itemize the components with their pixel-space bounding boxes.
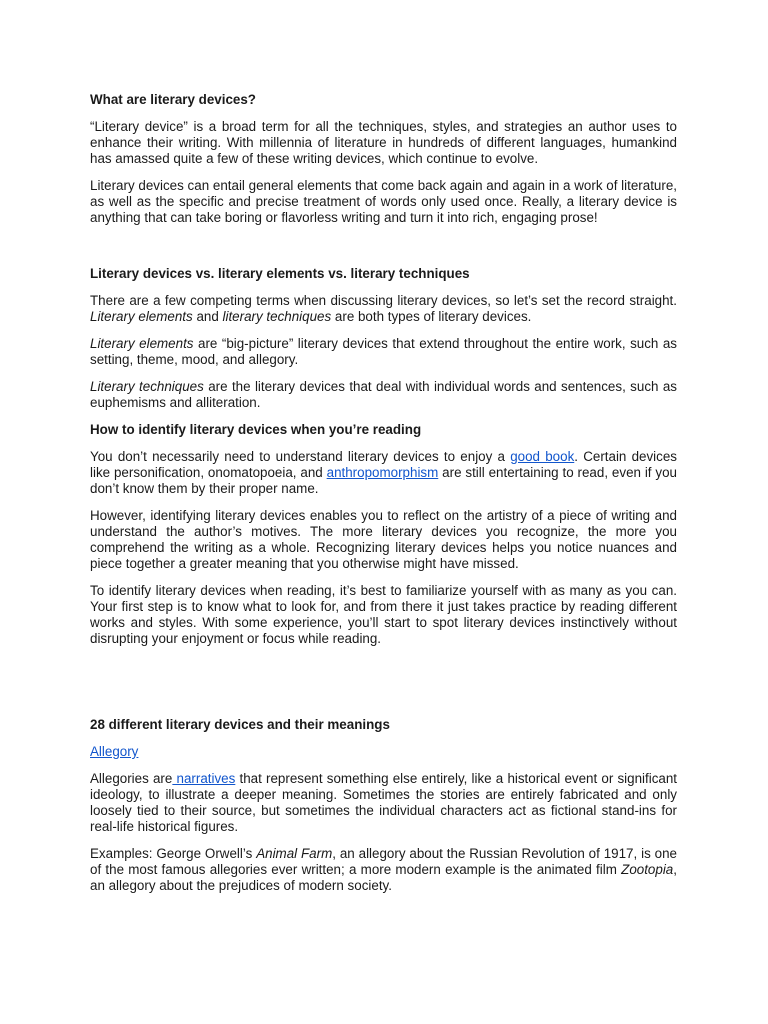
text-span: that represent something else entirely, like a historical event or significant ideology, to illustrate a deeper meaning. Sometimes the stories are entirely fabricated and only loosely tied to their source, but sometimes the individual characters act as fictional stand-ins for real-life historical figures. <box>90 771 678 834</box>
text-span: are still entertaining to read, even if you don’t know them by their proper name. <box>90 465 678 496</box>
paragraph-literary-techniques <box>90 379 677 411</box>
spacer <box>90 237 677 266</box>
paragraph-competing-terms <box>90 293 677 325</box>
heading-28-devices: 28 different literary devices and their meanings <box>90 717 390 732</box>
paragraph-allegory-examples <box>90 846 677 894</box>
text-span: are both types of literary devices. <box>331 309 532 324</box>
paragraph-definition: “Literary device” is a broad term for all the techniques, styles, and strategies an author uses to enhance their writing. With millennia of literature in hundreds of different languages, humankind has amassed quite a few of these writing devices, which continue to evolve. <box>90 119 677 166</box>
text-span: and <box>192 309 223 324</box>
link-good-book[interactable]: good book <box>510 449 575 464</box>
heading-devices-vs-elements: Literary devices vs. literary elements vs. literary techniques <box>90 266 470 281</box>
text-span: , an allegory about the Russian Revolution of 1917, is one of the most famous allegories ever written; a more modern example is the animated film <box>90 846 677 877</box>
paragraph-literary-elements <box>90 336 677 368</box>
emphasis-animal-farm: Animal Farm <box>256 846 333 861</box>
text-span: are “big-picture” literary devices that extend throughout the entire work, such as setting, theme, mood, and allegory. <box>90 336 677 367</box>
emphasis-literary-elements: Literary elements <box>90 336 194 351</box>
spacer <box>90 658 677 717</box>
paragraph-good-book <box>90 449 677 497</box>
text-span: You don’t necessarily need to understand literary devices to enjoy a <box>90 449 511 464</box>
text-span: There are a few competing terms when discussing literary devices, so let’s set the record straight. <box>90 293 677 308</box>
emphasis-literary-elements: Literary elements <box>90 309 193 324</box>
paragraph-elements-description: Literary devices can entail general elements that come back again and again in a work of literature, as well as the specific and precise treatment of words only used once. Really, a literary device is anything that can take boring or flavorless writing and turn it into rich, engaging prose! <box>90 178 677 225</box>
link-anthropomorphism[interactable]: anthropomorphism <box>326 465 439 480</box>
paragraph-allegory-title <box>90 744 677 760</box>
link-allegory[interactable]: Allegory <box>90 744 139 759</box>
paragraph-allegory-definition <box>90 771 677 835</box>
text-span: . Certain devices like personification, onomatopoeia, and <box>90 449 677 480</box>
text-span: Examples: George Orwell’s <box>90 846 257 861</box>
emphasis-literary-techniques: literary techniques <box>222 309 332 324</box>
emphasis-zootopia: Zootopia <box>621 862 674 877</box>
paragraph-artistry: However, identifying literary devices enables you to reflect on the artistry of a piece of writing and understand the author’s motives. The more literary devices you recognize, the more you comprehend the writing as a whole. Recognizing literary devices helps you notice nuances and piece together a greater meaning that you otherwise might have missed. <box>90 508 677 571</box>
heading-what-are-literary-devices: What are literary devices? <box>90 92 256 107</box>
text-span: Allegories are <box>90 771 173 786</box>
paragraph-familiarize: To identify literary devices when reading, it’s best to familiarize yourself with as many as you can. Your first step is to know what to look for, and from there it just takes practice by reading different works and styles. With some experience, you’ll start to spot literary devices instinctively without disrupting your enjoyment or focus while reading. <box>90 583 677 646</box>
document-page <box>90 92 677 905</box>
text-span: , an allegory about the prejudices of modern society. <box>90 862 677 893</box>
link-narratives[interactable]: narratives <box>172 771 236 786</box>
emphasis-literary-techniques: Literary techniques <box>90 379 204 394</box>
text-span: are the literary devices that deal with individual words and sentences, such as euphemisms and alliteration. <box>90 379 677 410</box>
heading-how-to-identify: How to identify literary devices when you’re reading <box>90 422 422 437</box>
